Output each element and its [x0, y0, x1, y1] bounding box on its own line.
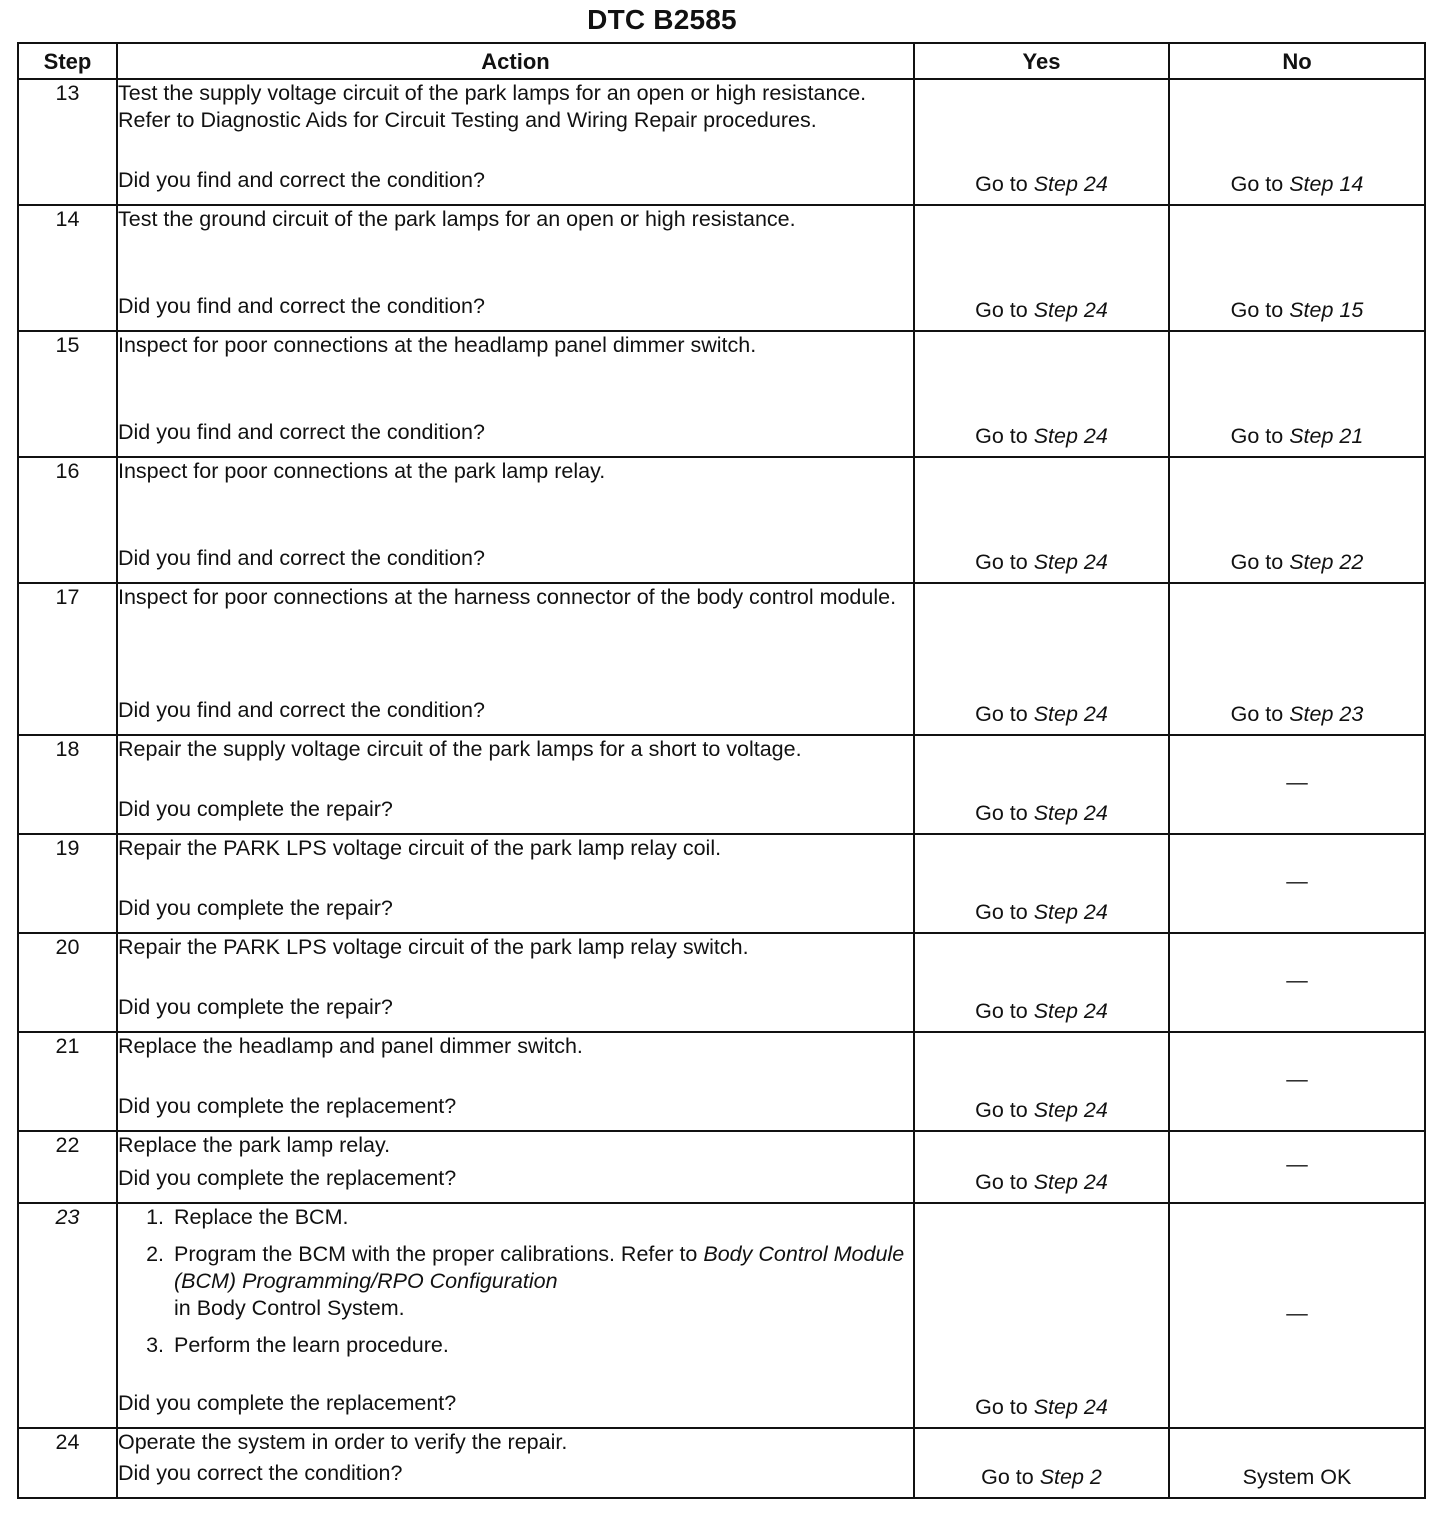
no-cell [1169, 1131, 1425, 1203]
question-text: Did you find and correct the condition? [118, 420, 485, 444]
substep-text: Replace the BCM. [174, 1205, 349, 1229]
yes-goto[interactable] [915, 998, 1168, 1025]
substep-number: 3. [146, 1333, 164, 1357]
goto-prefix: Go to [975, 999, 1028, 1023]
step-number: 18 [18, 735, 117, 834]
goto-prefix: Go to [1230, 298, 1284, 322]
goto-target: Step 24 [1033, 172, 1108, 196]
question-text: Did you complete the replacement? [118, 1166, 457, 1190]
substep-text: Program the BCM with the proper calibrations. Refer to [174, 1242, 698, 1266]
no-value: — [1286, 769, 1308, 794]
step-number: 14 [18, 205, 117, 331]
header-action: Action [117, 43, 914, 79]
list-item [118, 1204, 913, 1231]
no-value: System OK [1242, 1465, 1352, 1489]
table-row [18, 735, 1425, 834]
goto-target: Step 24 [1033, 1395, 1108, 1419]
question-text: Did you complete the replacement? [118, 1094, 457, 1118]
no-cell [1169, 583, 1425, 735]
action-cell [117, 583, 914, 735]
substep-number: 2. [146, 1242, 164, 1266]
action-cell [117, 79, 914, 205]
goto-target: Step 24 [1033, 999, 1108, 1023]
yes-cell [914, 735, 1169, 834]
yes-cell [914, 834, 1169, 933]
action-cell [117, 205, 914, 331]
yes-cell [914, 79, 1169, 205]
instruction-list [118, 1204, 913, 1388]
instruction-text: Inspect for poor connections at the headlamp panel dimmer switch. [118, 333, 757, 357]
step-number: 15 [18, 331, 117, 457]
header-no: No [1169, 43, 1425, 79]
step-number: 23 [18, 1203, 117, 1428]
goto-prefix: Go to [1230, 424, 1284, 448]
goto-target: Step 24 [1033, 1170, 1108, 1194]
step-number: 13 [18, 79, 117, 205]
question-text: Did you find and correct the condition? [118, 698, 485, 722]
instruction-text: Repair the PARK LPS voltage circuit of the park lamp relay coil. [118, 836, 722, 860]
no-value: — [1286, 967, 1308, 992]
step-number: 24 [18, 1428, 117, 1498]
no-cell [1169, 79, 1425, 205]
substep-text-block [174, 1241, 913, 1322]
goto-prefix: Go to [1230, 550, 1284, 574]
goto-target: Step 24 [1033, 1098, 1108, 1122]
table-row [18, 331, 1425, 457]
goto-prefix: Go to [1230, 172, 1284, 196]
no-goto[interactable] [1170, 171, 1424, 198]
goto-prefix: Go to [975, 172, 1028, 196]
question-text: Did you complete the repair? [118, 995, 393, 1019]
goto-prefix: Go to [975, 424, 1028, 448]
question-text: Did you complete the repair? [118, 797, 393, 821]
yes-goto[interactable] [915, 899, 1168, 926]
no-cell [1169, 205, 1425, 331]
goto-prefix: Go to [1230, 702, 1284, 726]
no-value: — [1286, 1151, 1308, 1176]
substep-list [118, 1204, 913, 1359]
question-text: Did you correct the condition? [118, 1461, 403, 1485]
goto-target: Step 24 [1033, 550, 1108, 574]
goto-target: Step 15 [1289, 298, 1364, 322]
instruction-text: Test the supply voltage circuit of the park lamps for an open or high resistance. Refer to Diagnostic Aids for Circuit Testing and Wiring Repair procedures. [118, 81, 867, 132]
goto-target: Step 14 [1289, 172, 1364, 196]
substep-number: 1. [146, 1205, 164, 1229]
no-cell [1169, 834, 1425, 933]
reference-link[interactable]: Body Control Module (BCM) Programming/RPO Configuration [174, 1242, 905, 1293]
goto-target: Step 23 [1289, 702, 1364, 726]
no-value: — [1286, 1066, 1308, 1091]
header-step: Step [18, 43, 117, 79]
no-goto[interactable] [1170, 701, 1424, 728]
yes-cell [914, 583, 1169, 735]
step-number: 19 [18, 834, 117, 933]
yes-cell [914, 1203, 1169, 1428]
question-text: Did you find and correct the condition? [118, 294, 485, 318]
list-item [118, 1241, 913, 1322]
no-value: — [1286, 1300, 1308, 1325]
yes-goto[interactable] [915, 171, 1168, 198]
action-cell [117, 1131, 914, 1203]
table-row [18, 79, 1425, 205]
goto-prefix: Go to [975, 1395, 1028, 1419]
substep-suffix: in Body Control System. [174, 1296, 405, 1320]
substep-text: Perform the learn procedure. [174, 1333, 449, 1357]
step-number: 21 [18, 1032, 117, 1131]
yes-cell [914, 1131, 1169, 1203]
goto-prefix: Go to [975, 1098, 1028, 1122]
instruction-text: Repair the PARK LPS voltage circuit of the park lamp relay switch. [118, 935, 749, 959]
no-cell [1169, 331, 1425, 457]
action-cell [117, 834, 914, 933]
yes-goto[interactable] [915, 701, 1168, 728]
goto-target: Step 24 [1033, 702, 1108, 726]
action-cell [117, 735, 914, 834]
table-row [18, 1428, 1425, 1498]
action-cell [117, 457, 914, 583]
document-title: DTC B2585 [587, 4, 737, 35]
goto-prefix: Go to [981, 1465, 1034, 1489]
goto-target: Step 24 [1033, 298, 1108, 322]
yes-goto[interactable] [915, 1464, 1168, 1491]
goto-prefix: Go to [975, 1170, 1028, 1194]
no-cell [1169, 457, 1425, 583]
instruction-text: Replace the headlamp and panel dimmer switch. [118, 1034, 583, 1058]
goto-target: Step 24 [1033, 424, 1108, 448]
instruction-text: Operate the system in order to verify the repair. [118, 1430, 568, 1454]
table-row [18, 834, 1425, 933]
goto-prefix: Go to [975, 550, 1028, 574]
yes-cell [914, 205, 1169, 331]
goto-target: Step 24 [1033, 801, 1108, 825]
no-cell [1169, 1428, 1425, 1498]
action-cell [117, 1032, 914, 1131]
question-text: Did you complete the repair? [118, 896, 393, 920]
no-goto[interactable] [1170, 297, 1424, 324]
yes-goto[interactable] [915, 423, 1168, 450]
action-cell [117, 933, 914, 1032]
step-number: 20 [18, 933, 117, 1032]
instruction-text: Inspect for poor connections at the harness connector of the body control module. [118, 585, 897, 609]
instruction-text: Inspect for poor connections at the park lamp relay. [118, 459, 606, 483]
instruction-text: Test the ground circuit of the park lamps for an open or high resistance. [118, 207, 796, 231]
goto-target: Step 2 [1039, 1465, 1102, 1489]
table-row [18, 583, 1425, 735]
question-text: Did you find and correct the condition? [118, 546, 485, 570]
question-text: Did you complete the replacement? [118, 1391, 457, 1415]
goto-target: Step 21 [1289, 424, 1364, 448]
no-cell [1169, 735, 1425, 834]
table-row [18, 1131, 1425, 1203]
yes-cell [914, 933, 1169, 1032]
yes-goto[interactable] [915, 1169, 1168, 1196]
no-goto[interactable] [1170, 549, 1424, 576]
instruction-text: Replace the park lamp relay. [118, 1133, 391, 1157]
question-text: Did you find and correct the condition? [118, 168, 485, 192]
step-number: 22 [18, 1131, 117, 1203]
diagnostic-table [17, 42, 1426, 1499]
header-row [18, 43, 1425, 79]
yes-cell [914, 1032, 1169, 1131]
list-item [118, 1332, 913, 1359]
yes-goto[interactable] [915, 549, 1168, 576]
instruction-text: Repair the supply voltage circuit of the park lamps for a short to voltage. [118, 737, 802, 761]
action-cell [117, 1428, 914, 1498]
goto-prefix: Go to [975, 900, 1028, 924]
action-cell [117, 1203, 914, 1428]
yes-goto[interactable] [915, 800, 1168, 827]
table-row [18, 1203, 1425, 1428]
no-value: — [1286, 868, 1308, 893]
action-cell [117, 331, 914, 457]
goto-prefix: Go to [975, 801, 1028, 825]
goto-target: Step 22 [1289, 550, 1364, 574]
header-yes: Yes [914, 43, 1169, 79]
yes-cell [914, 331, 1169, 457]
yes-cell [914, 1428, 1169, 1498]
no-goto[interactable] [1170, 423, 1424, 450]
step-number: 17 [18, 583, 117, 735]
no-cell [1169, 933, 1425, 1032]
table-row [18, 1032, 1425, 1131]
table-row [18, 457, 1425, 583]
step-number: 16 [18, 457, 117, 583]
goto-prefix: Go to [975, 298, 1028, 322]
yes-goto[interactable] [915, 1097, 1168, 1124]
table-row [18, 933, 1425, 1032]
table-row [18, 205, 1425, 331]
yes-goto[interactable] [915, 297, 1168, 324]
yes-goto[interactable] [915, 1394, 1168, 1421]
no-cell [1169, 1032, 1425, 1131]
no-cell [1169, 1203, 1425, 1428]
yes-cell [914, 457, 1169, 583]
goto-target: Step 24 [1033, 900, 1108, 924]
goto-prefix: Go to [975, 702, 1028, 726]
